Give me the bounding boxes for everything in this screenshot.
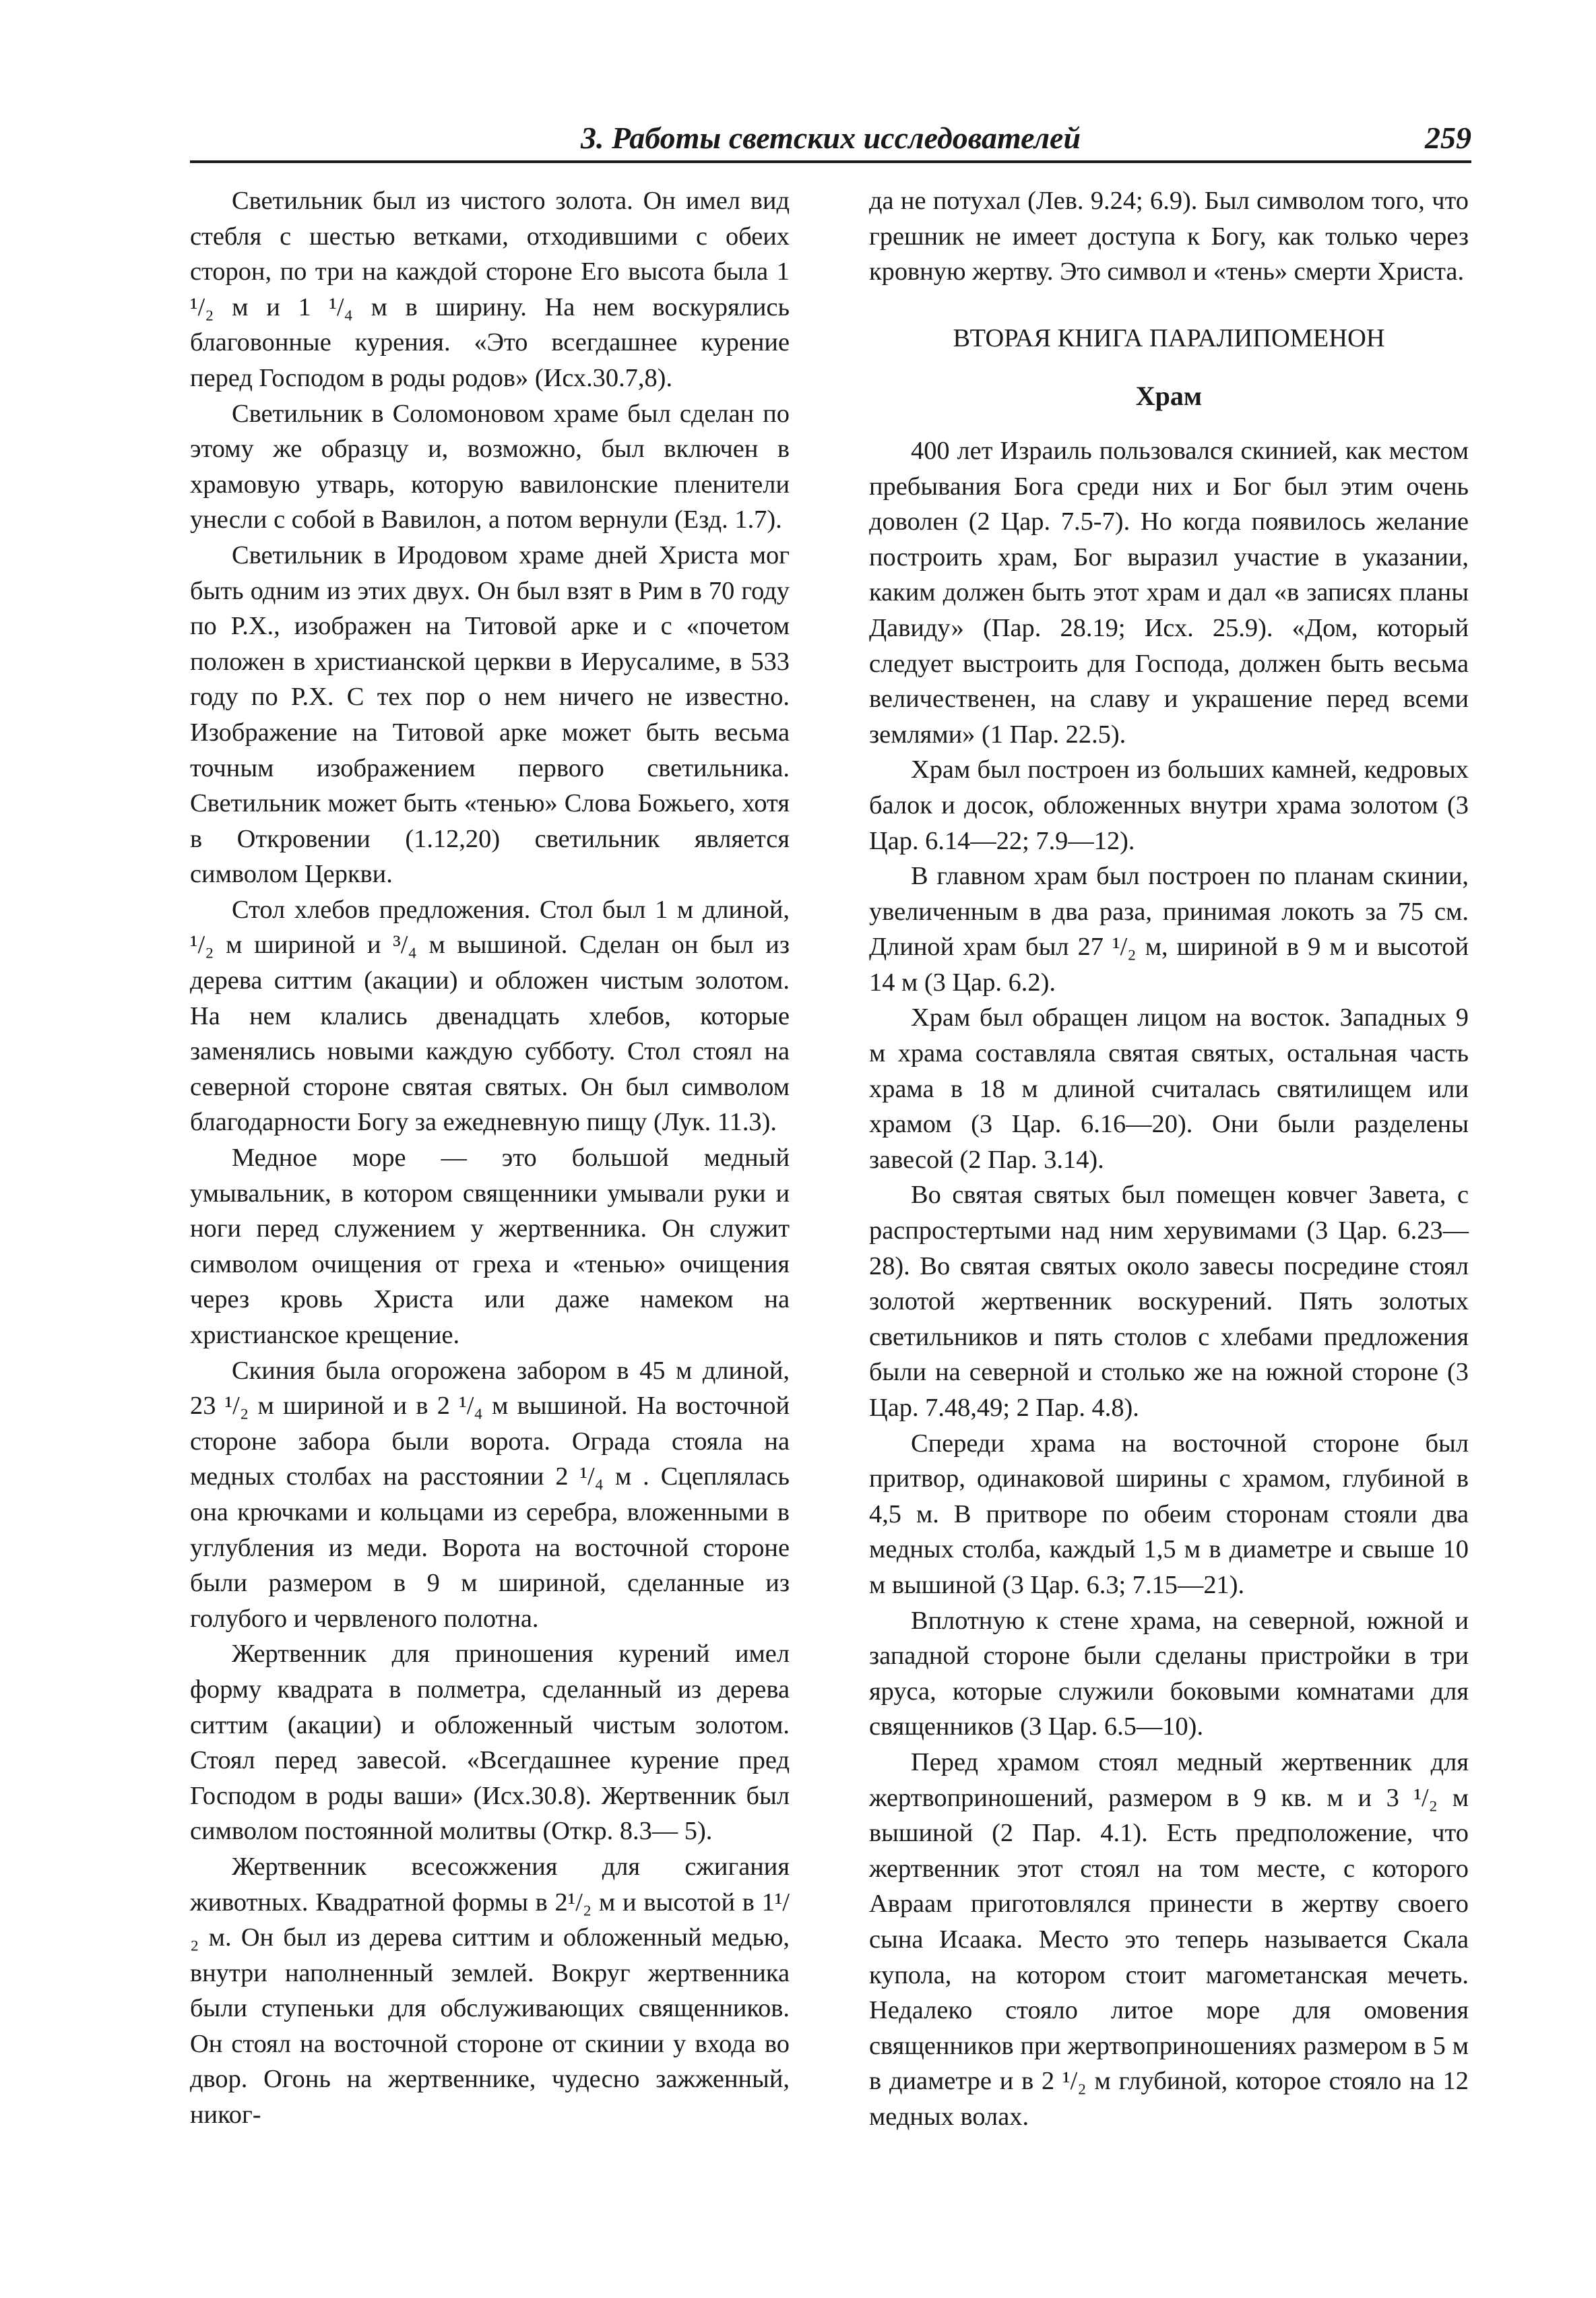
paragraph: Жертвенник для приношения курений имел форму квадрата в полметра, сделанный из дерева ситтим (акации) и обложенный чистым золотом. Стоял перед завесой. «Всегдашнее курение пред Господом в роды ваши» (Исх.30.8). Жертвенник был символом постоянной молитвы (Откр. 8.3— 5).: [190, 1640, 790, 1846]
paragraph: Перед храмом стоял медный жертвенник для жертвоприношений, размером в 9 кв. м и 3 ¹/₂ м вышиной (2 Пар. 4.1). Есть предположение, что жертвенник этот стоял на том месте, с которого Авраам приготовлялся принести в жертву своего сына Исаака. Место это теперь называется Скала купола, на котором стоит магометанская мечеть. Недалеко стояло литое море для омовения священников при жертвоприношениях размером в 5 м в диаметре и в 2 ¹/₂ м глубиной, которое стояло на 12 медных волах.: [869, 1747, 1469, 2131]
running-header: [190, 119, 1471, 163]
paragraph: В главном храм был построен по планам скинии, увеличенным в два раза, принимая локоть за 75 см. Длиной храм был 27 ¹/₂ м, шириной в 9 м и высотой 14 м (3 Цар. 6.2).: [869, 862, 1469, 997]
left-column: [190, 183, 790, 2133]
paragraph: Храм был построен из больших камней, кедровых балок и досок, обложенных внутри храма золотом (3 Цар. 6.14—22; 7.9—12).: [869, 755, 1469, 855]
book-heading: ВТОРАЯ КНИГА ПАРАЛИПОМЕНОН: [953, 323, 1385, 352]
paragraph: Храм был обращен лицом на восток. Западных 9 м храма составляла святая святых, остальная часть храма в 18 м длиной считалась святилищем или храмом (3 Цар. 6.16—20). Они были разделены завесой (2 Пар. 3.14).: [869, 1003, 1469, 1174]
paragraph: Светильник был из чистого золота. Он имел вид стебля с шестью ветками, отходившими с обеих сторон, по три на каждой стороне Его высота была 1 ¹/₂ м и 1 ¹/₄ м в ширину. На нем воскурялись благовонные курения. «Это всегдашнее курение перед Господом в роды родов» (Исх.30.7,8).: [190, 187, 790, 392]
paragraph: Скиния была огорожена забором в 45 м длиной, 23 ¹/₂ м шириной и в 2 ¹/₄ м вышиной. На восточной стороне забора были ворота. Ограда стояла на медных столбах на расстоянии 2 ¹/₄ м . Сцеплялась она крючками и кольцами из серебра, вложенными в углубления из меди. Ворота на восточной стороне были размером в 9 м шириной, сделанные из голубого и червленого полотна.: [190, 1356, 790, 1633]
right-column: [869, 183, 1469, 2134]
subheading: Храм: [1135, 381, 1203, 412]
paragraph: 400 лет Израиль пользовался скинией, как местом пребывания Бога среди них и Бог был этим очень доволен (2 Цар. 7.5-7). Но когда появилось желание построить храм, Бог выразил участие в указании, каким должен быть этот храм и дал «в записях планы Давиду» (Пар. 28.19; Исх. 25.9). «Дом, который следует выстроить для Господа, должен быть весьма величественен, на славу и украшение перед всеми землями» (1 Пар. 22.5).: [869, 436, 1469, 749]
paragraph: Медное море — это большой медный умывальник, в котором священники умывали руки и ноги перед служением у жертвенника. Он служит символом очищения от греха и «тенью» очищения через кровь Христа или даже намеком на христианское крещение.: [190, 1144, 790, 1349]
page-number: 259: [1425, 121, 1471, 155]
paragraph: Стол хлебов предложения. Стол был 1 м длиной, ¹/₂ м шириной и ³/₄ м вышиной. Сделан он был из дерева ситтим (акации) и обложен чистым золотом. На нем клались двенадцать хлебов, которые заменялись новыми каждую субботу. Стол стоял на северной стороне святая святых. Он был символом благодарности Богу за ежедневную пищу (Лук. 11.3).: [190, 895, 790, 1137]
section-title: 3. Работы светских исследователей: [580, 121, 1081, 155]
paragraph: Во святая святых был помещен ковчег Завета, с распростертыми над ним херувимами (3 Цар. 6.23—28). Во святая святых около завесы посредине стоял золотой жертвенник воскурений. Пять золотых светильников и пять столов с хлебами предложения были на северной и столько же на южной стороне (3 Цар. 7.48,49; 2 Пар. 4.8).: [869, 1181, 1469, 1422]
paragraph: Светильник в Иродовом храме дней Христа мог быть одним из этих двух. Он был взят в Рим в 70 году по Р.Х., изображен на Титовой арке и с «почетом положен в христианской церкви в Иерусалиме, в 533 году по Р.Х. С тех пор о нем ничего не известно. Изображение на Титовой арке может быть весьма точным изображением первого светильника. Светильник может быть «тенью» Слова Божьего, хотя в Откровении (1.12,20) светильник является символом Церкви.: [190, 540, 790, 889]
paragraph: Вплотную к стене храма, на северной, южной и западной стороне были сделаны пристройки в три яруса, которые служили боковыми комнатами для священников (3 Цар. 6.5—10).: [869, 1606, 1469, 1741]
continued-paragraph: да не потухал (Лев. 9.24; 6.9). Был символом того, что грешник не имеет доступа к Богу, как только через кровную жертву. Это символ и «тень» смерти Христа.: [869, 187, 1469, 286]
paragraph: Спереди храма на восточной стороне был притвор, одинаковой ширины с храмом, глубиной в 4,5 м. В притворе по обеим сторонам стояли два медных столба, каждый 1,5 м в диаметре и свыше 10 м вышиной (3 Цар. 6.3; 7.15—21).: [869, 1429, 1469, 1599]
paragraph: Светильник в Соломоновом храме был сделан по этому же образцу и, возможно, был включен в храмовую утварь, которую вавилонские пленители унесли с собой в Вавилон, а потом вернули (Езд. 1.7).: [190, 399, 790, 534]
paragraph: Жертвенник всесожжения для сжигания животных. Квадратной формы в 2¹/₂ м и высотой в 1¹/₂ м. Он был из дерева ситтим и обложенный медью, внутри наполненный землей. Вокруг жертвенника были ступеньки для обслуживающих священников. Он стоял на восточной стороне от скинии у входа во двор. Огонь на жертвеннике, чудесно зажженный, никог-: [190, 1852, 790, 2130]
